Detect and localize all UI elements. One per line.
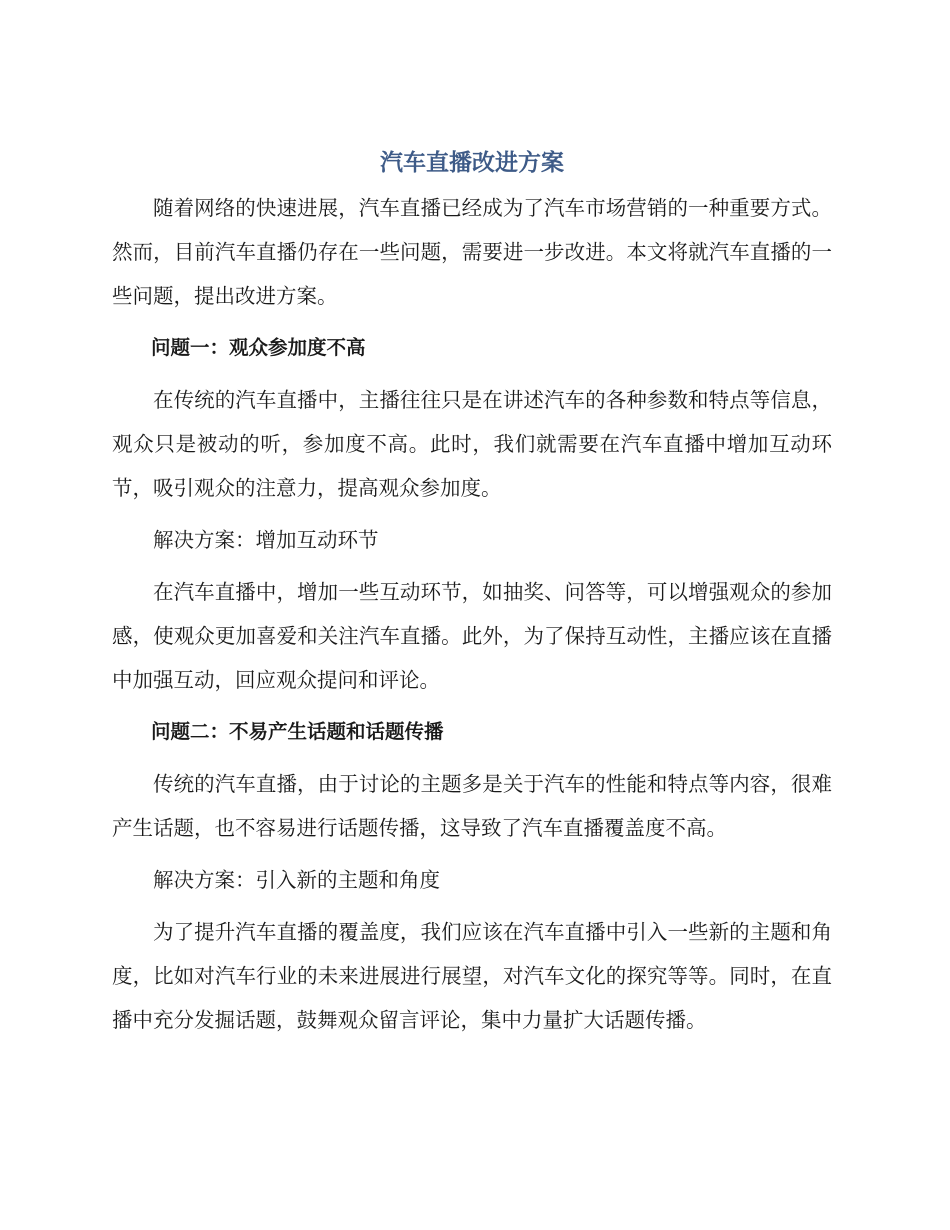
intro-paragraph: 随着网络的快速进展，汽车直播已经成为了汽车市场营销的一种重要方式。然而，目前汽车直播仍存在一些问题，需要进一步改进。本文将就汽车直播的一些问题，提出改进方案。 (112, 196, 832, 308)
issue-1-heading: 问题一：观众参加度不高 (151, 336, 366, 359)
document-page (112, 146, 832, 1050)
issue-1-solution-text: 在汽车直播中，增加一些互动环节，如抽奖、问答等，可以增强观众的参加感，使观众更加喜爱和关注汽车直播。此外，为了保持互动性，主播应该在直播中加强互动，回应观众提问和评论。 (112, 580, 832, 692)
issue-1-solution-label: 解决方案：增加互动环节 (153, 528, 379, 552)
issue-1-description: 在传统的汽车直播中，主播往往只是在讲述汽车的各种参数和特点等信息，观众只是被动的听，参加度不高。此时，我们就需要在汽车直播中增加互动环节，吸引观众的注意力，提高观众参加度。 (112, 388, 832, 500)
issue-2-heading: 问题二：不易产生话题和话题传播 (151, 720, 444, 743)
document-title: 汽车直播改进方案 (380, 150, 564, 176)
issue-2-solution-label: 解决方案：引入新的主题和角度 (153, 868, 440, 892)
issue-2-solution-text: 为了提升汽车直播的覆盖度，我们应该在汽车直播中引入一些新的主题和角度，比如对汽车行业的未来进展进行展望，对汽车文化的探究等等。同时，在直播中充分发掘话题，鼓舞观众留言评论，集中力量扩大话题传播。 (112, 920, 832, 1032)
issue-2-description: 传统的汽车直播，由于讨论的主题多是关于汽车的性能和特点等内容，很难产生话题，也不容易进行话题传播，这导致了汽车直播覆盖度不高。 (112, 772, 832, 840)
